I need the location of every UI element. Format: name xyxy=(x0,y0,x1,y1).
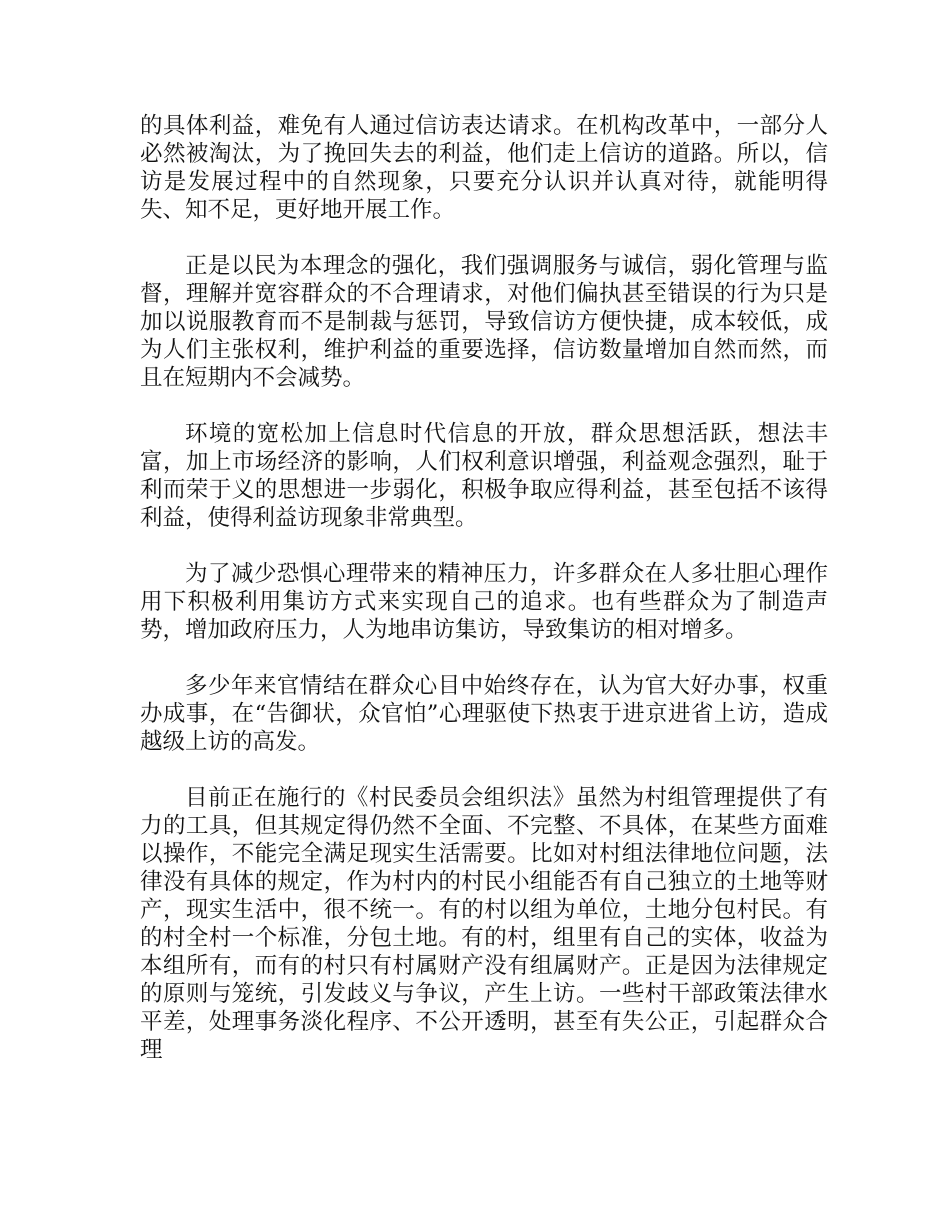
paragraph-2: 正是以民为本理念的强化，我们强调服务与诚信，弱化管理与监督，理解并宽容群众的不合理请求，对他们偏执甚至错误的行为只是加以说服教育而不是制裁与惩罚，导致信访方便快捷，成本较低，成为人们主张权利，维护利益的重要选择，信访数量增加自然而然，而且在短期内不会减势。 xyxy=(140,253,828,391)
paragraph-3: 环境的宽松加上信息时代信息的开放，群众思想活跃，想法丰富，加上市场经济的影响，人们权利意识增强，利益观念强烈，耻于利而荣于义的思想进一步弱化，积极争取应得利益，甚至包括不该得利益，使得利益访现象非常典型。 xyxy=(140,421,828,531)
paragraph-5: 多少年来官情结在群众心目中始终存在，认为官大好办事，权重办成事，在“告御状，众官怕”心理驱使下热衷于进京进省上访，造成越级上访的高发。 xyxy=(140,673,828,755)
document-page xyxy=(140,112,828,1092)
paragraph-4: 为了减少恐惧心理带来的精神压力，许多群众在人多壮胆心理作用下积极利用集访方式来实现自己的追求。也有些群众为了制造声势，增加政府压力，人为地串访集访，导致集访的相对增多。 xyxy=(140,561,828,643)
paragraph-6: 目前正在施行的《村民委员会组织法》虽然为村组管理提供了有力的工具，但其规定得仍然不全面、不完整、不具体，在某些方面难以操作，不能完全满足现实生活需要。比如对村组法律地位问题，法律没有具体的规定，作为村内的村民小组能否有自己独立的土地等财产，现实生活中，很不统一。有的村以组为单位，土地分包村民。有的村全村一个标准，分包土地。有的村，组里有自己的实体，收益为本组所有，而有的村只有村属财产没有组属财产。正是因为法律规定的原则与笼统，引发歧义与争议，产生上访。一些村干部政策法律水平差，处理事务淡化程序、不公开透明，甚至有失公正，引起群众合理 xyxy=(140,785,828,1063)
paragraph-1: 的具体利益，难免有人通过信访表达请求。在机构改革中，一部分人必然被淘汰，为了挽回失去的利益，他们走上信访的道路。所以，信访是发展过程中的自然现象，只要充分认识并认真对待，就能明得失、知不足，更好地开展工作。 xyxy=(140,113,828,223)
